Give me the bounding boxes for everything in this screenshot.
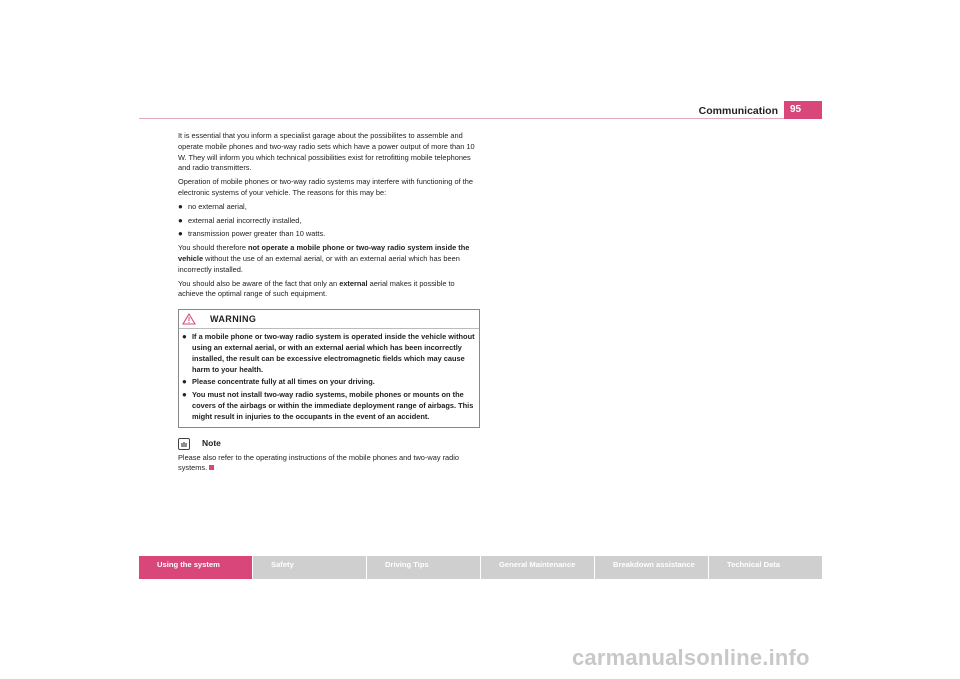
bullet-icon: ● [178, 229, 183, 239]
emphasis-text: external [339, 278, 368, 288]
tab-technical-data[interactable]: Technical Data [709, 556, 822, 579]
warning-triangle-icon [182, 313, 196, 325]
tab-using-the-system[interactable]: Using the system [139, 556, 253, 579]
bullet-icon: ● [178, 215, 183, 225]
tab-safety[interactable]: Safety [253, 556, 367, 579]
bullet-icon: ● [182, 332, 187, 342]
main-content [178, 131, 480, 477]
footer-nav [139, 556, 822, 579]
text-run: without the use of an external aerial, or with an external aerial which has been incorrectly installed. [178, 253, 460, 274]
note-text [178, 453, 480, 475]
paragraph-interference: Operation of mobile phones or two-way radio systems may interfere with functioning of the electronic systems of your vehicle. The reasons for this may be: [178, 177, 473, 197]
list-item [182, 332, 476, 375]
text-run: Please also refer to the operating instructions of the mobile phones and two-way radio systems. [178, 452, 460, 473]
list-item [178, 202, 480, 213]
note-icon [178, 438, 190, 450]
text-run: aerial makes it possible to achieve the optimal range of such equipment. [178, 278, 455, 299]
tab-breakdown-assistance[interactable]: Breakdown assistance [595, 556, 709, 579]
watermark: carmanualsonline.info [572, 645, 810, 670]
emphasis-text: not operate a mobile phone or two-way radio system inside the vehicle [178, 243, 470, 263]
tab-general-maintenance[interactable]: General Maintenance [481, 556, 595, 579]
list-item [182, 390, 476, 422]
warning-header [179, 310, 479, 329]
list-item-text: Please concentrate fully at all times on your driving. [192, 377, 375, 387]
bullet-icon: ● [182, 377, 187, 387]
section-title: Communication [698, 105, 778, 117]
text-run: You should also be aware of the fact that only an [178, 278, 340, 288]
bullet-icon: ● [182, 390, 187, 400]
paragraph-external-aerial [178, 279, 480, 301]
list-item [178, 216, 480, 227]
tab-driving-tips[interactable]: Driving Tips [367, 556, 481, 579]
warning-title: WARNING [210, 313, 257, 324]
paragraph-garage: It is essential that you inform a specialist garage about the possibilites to assemble and operate mobile phones and two-way radio sets which have a power output of more than 10 W. They will inform you which technical possibilities exist for retrofitting mobile telephones and radio transmitters. [178, 131, 475, 173]
warning-body [179, 329, 479, 422]
text-run: You should therefore [178, 243, 248, 253]
page-number: 95 [784, 101, 822, 119]
list-item [178, 229, 480, 240]
list-item-text: transmission power greater than 10 watts. [188, 229, 326, 239]
list-item-text: external aerial incorrectly installed, [188, 215, 302, 225]
paragraph-recommendation [178, 243, 480, 275]
list-item-text: If a mobile phone or two-way radio system is operated inside the vehicle without using an external aerial, or with an external aerial which has been incorrectly installed, the result can be excessive electromagnetic fields which may cause harm to your health. [192, 332, 475, 374]
note-title: Note [202, 438, 221, 449]
bullet-icon: ● [178, 201, 183, 211]
list-item [182, 377, 476, 388]
list-item-text: You must not install two-way radio systems, mobile phones or mounts on the covers of the airbags or within the immediate deployment range of airbags. This might result in injuries to the occupants in the event of an accident. [192, 390, 474, 421]
note-header [178, 438, 480, 450]
end-mark-icon [209, 465, 214, 470]
list-item-text: no external aerial, [188, 201, 247, 211]
header-rule [139, 118, 822, 119]
warning-box [178, 309, 480, 427]
